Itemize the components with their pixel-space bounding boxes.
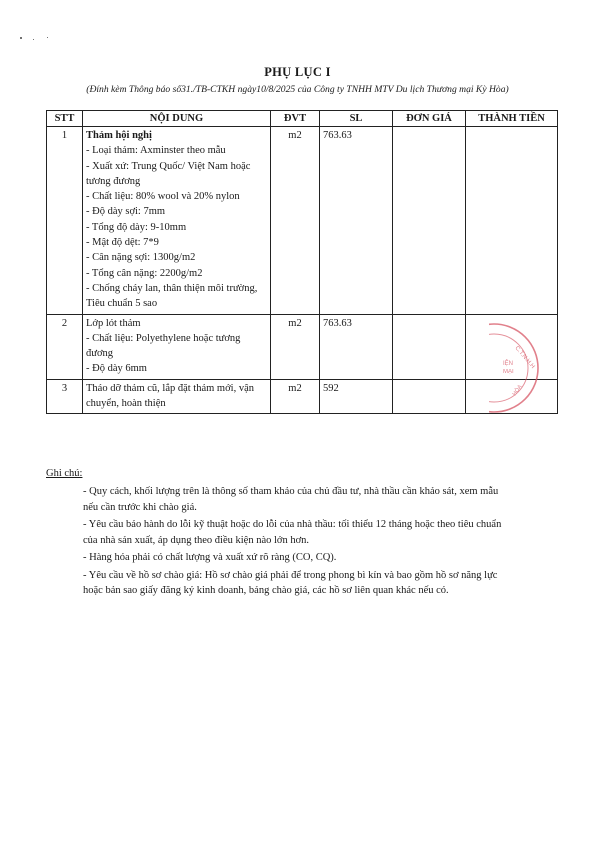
- row-stt: 1: [47, 127, 83, 315]
- item-spec: - Chất liệu: Polyethylene hoặc tương đương: [86, 332, 241, 360]
- row-don-gia: [393, 127, 466, 315]
- row-content: [83, 127, 271, 315]
- document-subtitle: (Đính kèm Thông báo số31./TB-CTKH ngày10/8/2025 của Công ty TNHH MTV Du lịch Thương mại Kỳ Hòa): [86, 84, 509, 95]
- item-spec: - Độ dày sợi: 7mm: [86, 206, 166, 218]
- svg-text:MẠI: MẠI: [503, 369, 514, 375]
- header-noi-dung: NỘI DUNG: [83, 111, 271, 127]
- row-sl: 592: [320, 379, 393, 414]
- header-don-gia: ĐƠN GIÁ: [393, 111, 466, 127]
- item-spec: - Cân nặng sợi: 1300g/m2: [86, 252, 196, 264]
- quotation-table: [46, 110, 558, 414]
- table-row: [47, 127, 558, 315]
- row-content: [83, 379, 271, 414]
- row-sl: 763.63: [320, 314, 393, 379]
- row-stt: 2: [47, 314, 83, 379]
- row-dvt: m2: [271, 127, 320, 315]
- notes-section: [46, 466, 546, 599]
- svg-text:HÒA: HÒA: [511, 383, 524, 398]
- header-dvt: ĐVT: [271, 111, 320, 127]
- note-item: - Quy cách, khối lượng trên là thông số tham khảo của chủ đầu tư, nhà thầu cần khảo sát, xem mẫu nếu cần trước khi chào giá.: [83, 486, 499, 513]
- item-title: Thảm hội nghị: [86, 130, 152, 141]
- note-item: - Hàng hóa phải có chất lượng và xuất xứ rõ ràng (CO, CQ).: [83, 552, 337, 563]
- svg-text:C.T.N.H.H: C.T.N.H.H: [513, 345, 536, 370]
- company-seal: [489, 318, 549, 418]
- document-title: PHỤ LỤC I: [264, 65, 331, 79]
- item-spec: - Mật độ dệt: 7*9: [86, 237, 159, 249]
- row-dvt: m2: [271, 314, 320, 379]
- item-spec: - Loại thảm: Axminster theo mẫu: [86, 145, 226, 157]
- header-stt: STT: [47, 111, 83, 127]
- seal-graphic: [489, 318, 549, 418]
- row-don-gia: [393, 379, 466, 414]
- row-stt: 3: [47, 379, 83, 414]
- table-row: [47, 314, 558, 379]
- table-header-row: [47, 111, 558, 127]
- item-spec: - Độ dày 6mm: [86, 363, 147, 375]
- svg-text:IỆN: IỆN: [503, 361, 514, 367]
- item-spec: - Tổng độ dày: 9-10mm: [86, 221, 187, 233]
- header-sl: SL: [320, 111, 393, 127]
- scan-speck: [20, 37, 22, 39]
- row-content: [83, 314, 271, 379]
- notes-list: [83, 484, 513, 599]
- item-title: Tháo dỡ thảm cũ, lắp đặt thảm mới, vận chuyển, hoàn thiện: [86, 382, 254, 410]
- notes-label: Ghi chú:: [46, 468, 83, 479]
- table-row: [47, 379, 558, 414]
- row-thanh-tien: [466, 127, 558, 315]
- scan-speck: [47, 37, 48, 38]
- note-item: - Yêu cầu về hồ sơ chào giá: Hồ sơ chào giá phải để trong phong bì kín và bao gồm hồ sơ năng lực hoặc bản sao giấy đăng ký kinh doanh, bảng chào giá, các hồ sơ liên quan khác nếu có.: [83, 569, 498, 596]
- item-spec: - Tổng cân nặng: 2200g/m2: [86, 267, 203, 279]
- item-title: Lớp lót thảm: [86, 317, 141, 329]
- item-spec: - Chất liệu: 80% wool và 20% nylon: [86, 191, 240, 203]
- row-don-gia: [393, 314, 466, 379]
- note-item: - Yêu cầu bảo hành do lỗi kỹ thuật hoặc do lỗi của nhà thầu: tối thiểu 12 tháng hoặc theo tiêu chuẩn của nhà sản xuất, áp dụng theo điều kiện nào lớn hơn.: [83, 519, 502, 546]
- row-sl: 763.63: [320, 127, 393, 315]
- item-spec: - Xuất xứ: Trung Quốc/ Việt Nam hoặc tương đương: [86, 160, 251, 187]
- scan-speck: [33, 39, 34, 40]
- header-thanh-tien: THÀNH TIỀN: [466, 111, 558, 127]
- row-dvt: m2: [271, 379, 320, 414]
- item-spec: - Chống cháy lan, thân thiện môi trường, Tiêu chuẩn 5 sao: [86, 282, 258, 310]
